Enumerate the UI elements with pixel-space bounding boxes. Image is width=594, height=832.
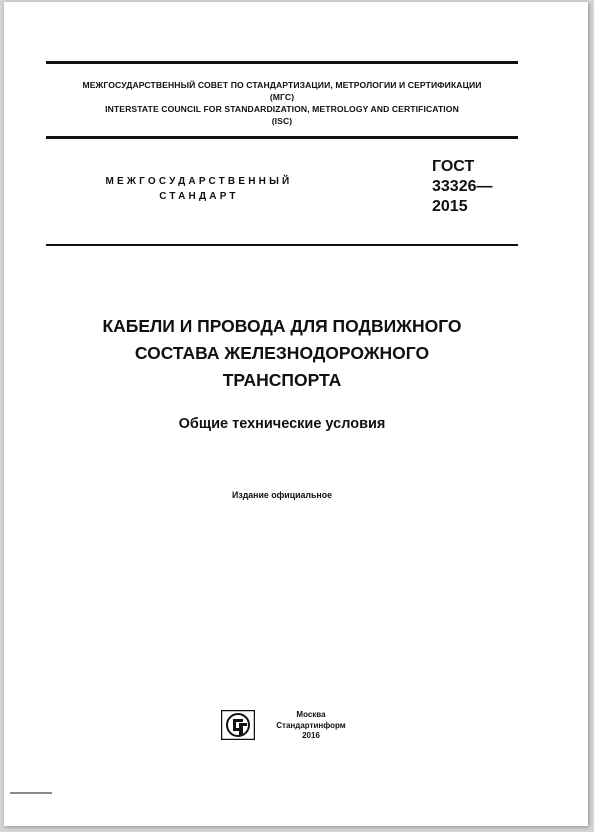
standartinform-logo-icon — [221, 710, 255, 740]
council-abbr-en: (ISC) — [271, 116, 293, 126]
publisher-city: Москва — [296, 710, 326, 719]
footnote-mark — [10, 792, 52, 794]
council-rule — [46, 136, 518, 139]
publisher-name: Стандартинформ — [276, 720, 346, 730]
document-title — [46, 313, 518, 394]
title-line2: СОСТАВА ЖЕЛЕЗНОДОРОЖНОГО — [134, 343, 430, 363]
designation-rule — [46, 244, 518, 246]
gost-year: 2015 — [432, 198, 468, 215]
gost-label: ГОСТ — [432, 158, 475, 175]
title-line1: КАБЕЛИ И ПРОВОДА ДЛЯ ПОДВИЖНОГО — [102, 316, 462, 336]
council-abbr-ru: (МГС) — [269, 92, 295, 102]
gost-designation — [432, 157, 493, 217]
council-name-en: INTERSTATE COUNCIL FOR STANDARDIZATION, METROLOGY AND CERTIFICATION — [105, 104, 459, 114]
standard-type-line1: МЕЖГОСУДАРСТВЕННЫЙ — [105, 176, 293, 187]
document-page — [4, 2, 588, 826]
title-line3: ТРАНСПОРТА — [222, 370, 342, 390]
council-header — [46, 79, 518, 127]
standard-type — [64, 174, 334, 204]
gost-number: 33326— — [432, 178, 493, 195]
council-name-ru: МЕЖГОСУДАРСТВЕННЫЙ СОВЕТ ПО СТАНДАРТИЗАЦИИ, МЕТРОЛОГИИ И СЕРТИФИКАЦИИ — [82, 80, 482, 90]
publisher-year: 2016 — [302, 731, 320, 740]
publisher-info — [270, 710, 352, 742]
top-rule — [46, 61, 518, 64]
edition-note: Издание официальное — [232, 490, 332, 500]
standard-type-line2: СТАНДАРТ — [159, 191, 239, 202]
document-subtitle: Общие технические условия — [178, 416, 386, 432]
